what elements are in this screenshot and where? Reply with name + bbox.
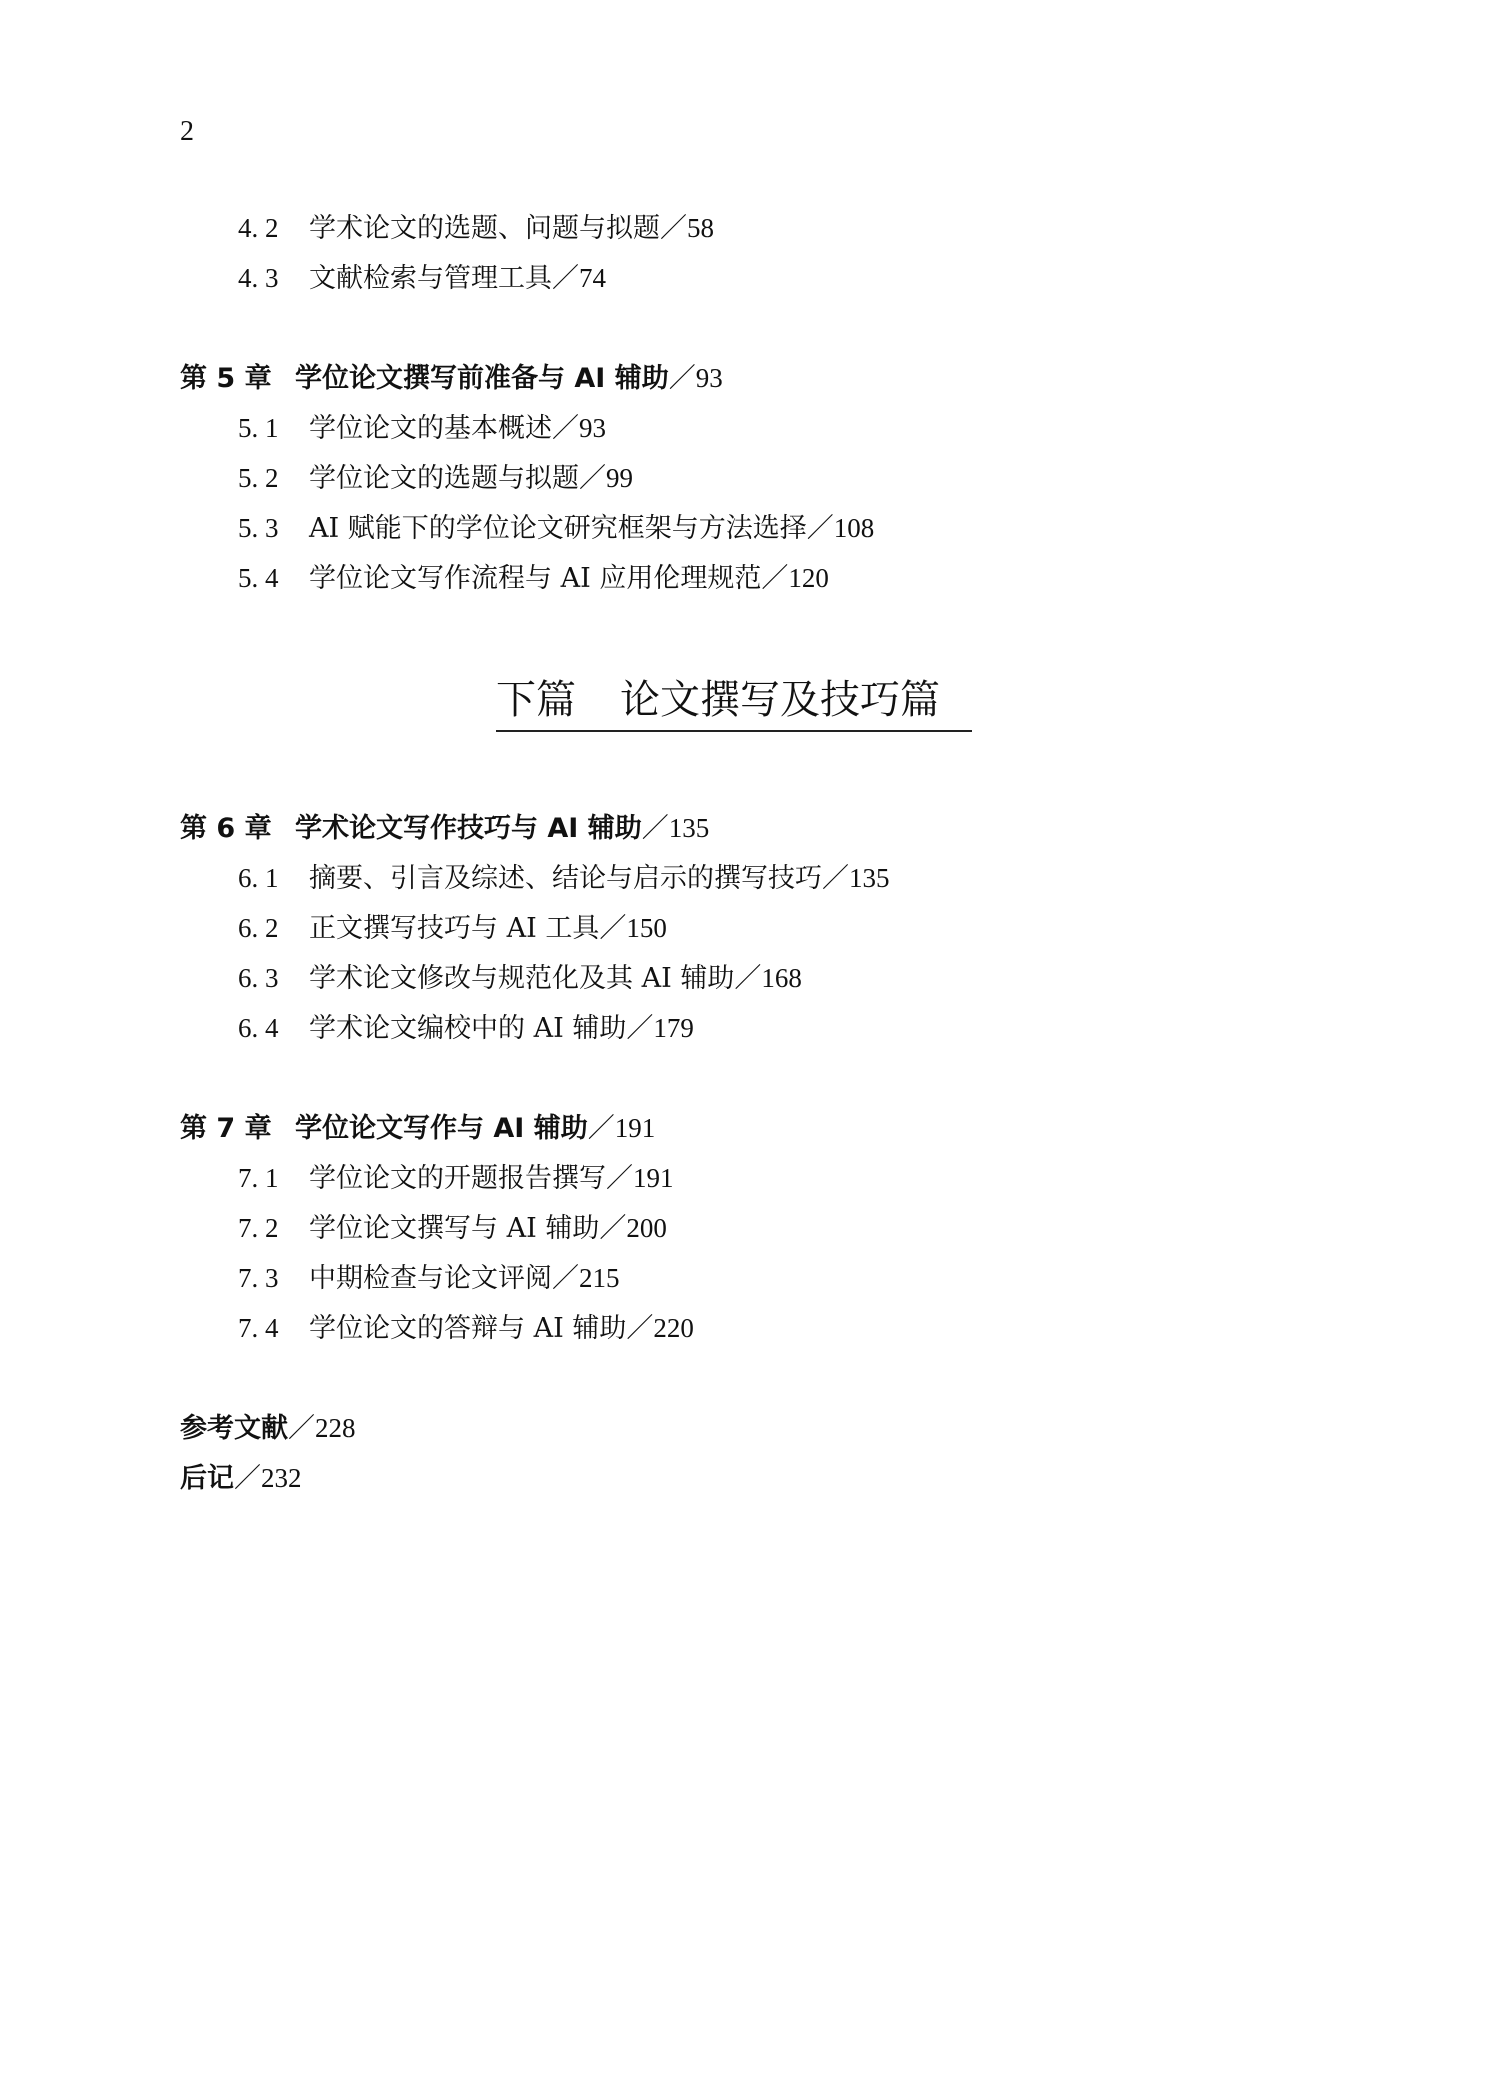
- afterword-page: 232: [261, 1463, 302, 1493]
- separator: ／: [606, 1163, 633, 1194]
- separator: ／: [579, 463, 606, 494]
- section-title: 正文撰写技巧与 AI 工具: [309, 913, 600, 944]
- toc-section-6-2[interactable]: [238, 908, 667, 949]
- section-page: 99: [606, 463, 633, 493]
- separator: ／: [234, 1463, 261, 1493]
- separator: ／: [822, 863, 849, 894]
- toc-section-7-2[interactable]: [238, 1208, 667, 1249]
- part-heading: [496, 672, 940, 728]
- section-page: 191: [633, 1163, 674, 1193]
- section-page: 135: [849, 863, 890, 893]
- section-title: 学位论文的选题与拟题: [309, 463, 579, 494]
- separator: ／: [626, 1313, 654, 1344]
- section-number: 4. 2: [238, 213, 279, 243]
- section-title: 文献检索与管理工具: [309, 263, 552, 294]
- section-number: 5. 2: [238, 463, 279, 493]
- separator: ／: [734, 963, 762, 994]
- section-page: 93: [579, 413, 606, 443]
- chapter-title: 学术论文写作技巧与 AI 辅助: [295, 813, 642, 844]
- toc-section-7-1[interactable]: [238, 1158, 674, 1199]
- separator: ／: [288, 1413, 315, 1443]
- section-title: 学位论文写作流程与 AI 应用伦理规范: [309, 563, 762, 594]
- section-number: 7. 2: [238, 1213, 279, 1243]
- section-title: 学术论文的选题、问题与拟题: [309, 213, 660, 244]
- references-title: 参考文献: [180, 1413, 288, 1444]
- section-title: 学位论文的基本概述: [309, 413, 552, 444]
- separator: ／: [587, 1113, 615, 1143]
- chapter-title: 学位论文写作与 AI 辅助: [295, 1113, 588, 1144]
- section-page: 215: [579, 1263, 620, 1293]
- section-title: AI 赋能下的学位论文研究框架与方法选择: [309, 513, 807, 544]
- chapter-page: 93: [695, 363, 723, 393]
- toc-section-4-3[interactable]: [238, 258, 606, 299]
- section-number: 7. 4: [238, 1313, 279, 1343]
- toc-section-6-4[interactable]: [238, 1008, 694, 1049]
- separator: ／: [660, 213, 687, 244]
- toc-section-5-1[interactable]: [238, 408, 606, 449]
- section-number: 5. 4: [238, 563, 279, 593]
- toc-chapter-5[interactable]: [180, 358, 723, 399]
- section-number: 7. 1: [238, 1163, 279, 1193]
- toc-section-6-1[interactable]: [238, 858, 890, 899]
- section-title: 学术论文修改与规范化及其 AI 辅助: [309, 963, 735, 994]
- section-page: 220: [653, 1313, 694, 1343]
- section-title: 学位论文的开题报告撰写: [309, 1163, 606, 1194]
- references-page: 228: [315, 1413, 356, 1443]
- toc-section-5-4[interactable]: [238, 558, 829, 599]
- chapter-label: 第 6 章: [180, 813, 272, 844]
- chapter-label: 第 7 章: [180, 1113, 272, 1144]
- section-number: 6. 4: [238, 1013, 279, 1043]
- toc-chapter-6[interactable]: [180, 808, 709, 849]
- toc-afterword[interactable]: [180, 1458, 302, 1499]
- section-page: 74: [579, 263, 606, 293]
- separator: ／: [599, 913, 627, 944]
- section-page: 120: [788, 563, 829, 593]
- toc-section-7-4[interactable]: [238, 1308, 694, 1349]
- separator: ／: [806, 513, 834, 544]
- toc-section-6-3[interactable]: [238, 958, 802, 999]
- chapter-label: 第 5 章: [180, 363, 272, 394]
- chapter-page: 135: [668, 813, 710, 843]
- separator: ／: [599, 1213, 627, 1244]
- section-title: 学术论文编校中的 AI 辅助: [309, 1013, 627, 1044]
- separator: ／: [641, 813, 669, 843]
- page-number: 2: [180, 116, 194, 147]
- section-number: 5. 1: [238, 413, 279, 443]
- section-number: 5. 3: [238, 513, 279, 543]
- afterword-title: 后记: [180, 1463, 234, 1494]
- toc-chapter-7[interactable]: [180, 1108, 655, 1149]
- toc-section-4-2[interactable]: [238, 208, 714, 249]
- separator: ／: [668, 363, 696, 393]
- section-page: 58: [687, 213, 714, 243]
- chapter-page: 191: [614, 1113, 656, 1143]
- section-page: 150: [626, 913, 667, 943]
- section-title: 学位论文撰写与 AI 辅助: [309, 1213, 600, 1244]
- section-number: 4. 3: [238, 263, 279, 293]
- separator: ／: [552, 413, 579, 444]
- separator: ／: [552, 1263, 579, 1294]
- part-underline: [496, 730, 972, 732]
- section-title: 中期检查与论文评阅: [309, 1263, 552, 1294]
- chapter-title: 学位论文撰写前准备与 AI 辅助: [295, 363, 669, 394]
- section-number: 7. 3: [238, 1263, 279, 1293]
- section-title: 学位论文的答辩与 AI 辅助: [309, 1313, 627, 1344]
- section-page: 179: [653, 1013, 694, 1043]
- section-number: 6. 2: [238, 913, 279, 943]
- toc-section-5-2[interactable]: [238, 458, 633, 499]
- separator: ／: [761, 563, 789, 594]
- section-page: 200: [626, 1213, 667, 1243]
- section-number: 6. 1: [238, 863, 279, 893]
- toc-section-7-3[interactable]: [238, 1258, 620, 1299]
- part-label: 下篇: [496, 677, 576, 723]
- part-title: 论文撰写及技巧篇: [620, 677, 940, 723]
- toc-references[interactable]: [180, 1408, 356, 1449]
- toc-section-5-3[interactable]: [238, 508, 874, 549]
- section-number: 6. 3: [238, 963, 279, 993]
- separator: ／: [626, 1013, 654, 1044]
- section-page: 168: [761, 963, 802, 993]
- separator: ／: [552, 263, 579, 294]
- section-title: 摘要、引言及综述、结论与启示的撰写技巧: [309, 863, 822, 894]
- section-page: 108: [833, 513, 875, 543]
